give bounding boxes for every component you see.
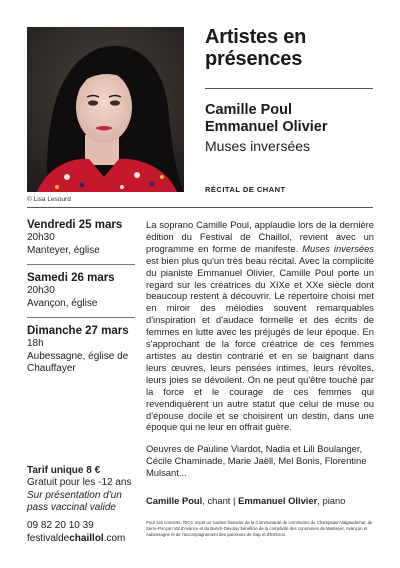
website-link[interactable] <box>27 532 125 545</box>
performers-credit <box>146 495 345 506</box>
date-divider <box>27 317 135 318</box>
title-line-1: Artistes en <box>205 26 307 48</box>
page-title <box>205 26 380 70</box>
event-description <box>146 219 374 433</box>
site-part: chaillol <box>69 533 104 544</box>
date-divider <box>27 264 135 265</box>
pass-note: Sur présentation d'un pass vaccinal valide <box>27 489 122 513</box>
description-emphasis: Muses inversées <box>302 242 374 254</box>
contact-info <box>27 519 125 545</box>
price-label: Tarif unique 8 € <box>27 465 101 476</box>
event-category: RÉCITAL DE CHANT <box>205 185 286 194</box>
date-entry-1 <box>27 218 135 257</box>
artist-name-2: Emmanuel Olivier <box>205 119 328 135</box>
date-time: 20h30 <box>27 285 55 296</box>
performer-name: Camille Poul <box>146 495 203 506</box>
site-part: .com <box>103 533 126 544</box>
title-line-2: présences <box>205 48 303 70</box>
date-time: 18h <box>27 338 44 349</box>
pricing-info <box>27 465 139 514</box>
date-place: Aubessagne, église de Chauffayer <box>27 350 129 374</box>
description-text: La soprano Camille Poul, applaudie lors de la dernière édition du Festival de Chaillol, revient avec un programme en forme de manifeste. <box>146 219 374 254</box>
date-place: Avançon, église <box>27 297 98 309</box>
date-entry-3 <box>27 324 135 376</box>
date-title: Samedi 26 mars <box>27 272 115 284</box>
photo-credit: © Lisa Lesourd <box>27 196 71 203</box>
date-entry-2 <box>27 271 135 310</box>
artist-name-1: Camille Poul <box>205 102 293 118</box>
works-list: Oeuvres de Pauline Viardot, Nadia et Lili Boulanger, Cécile Chaminade, Marie Jaëll, Mel Bonis, Florentine Mulsant... <box>146 443 367 478</box>
performer-role: , chant | <box>202 495 239 506</box>
performer-role: , piano <box>317 495 346 506</box>
performer-name: Emmanuel Olivier <box>238 495 318 506</box>
date-title: Dimanche 27 mars <box>27 325 129 337</box>
free-entry-note: Gratuit pour les -12 ans <box>27 477 132 489</box>
date-title: Vendredi 25 mars <box>27 219 123 231</box>
description-text: est bien plus qu'un très beau récital. Avec la complicité du pianiste Emmanuel Olivier, Camille Poul porte un regard sur les créatrices du XIXe et XXe siècle dont beaucoup restent à découvrir. Le répertoire choisi met en miroir des mélodies souvent remarquables d'inspiration et d'audace formelle et des écrits de femmes en lutte avec les préjugés de leur époque. En s'approchant de la force créatrice de ces femmes artistes au destin contrarié et en se baignant dans leurs œuvres, leurs pensées intimes, leurs révoltes, leurs joies se dévoilent. On ne peut qu'être touché par la force et le courage de ces femmes qui revendiquèrent un autre statut que celui de muse ou d'épouse docile et se choisirent un destin, dans une époque qui ne leur en offrait guère. <box>146 254 374 433</box>
artist-portrait-photo <box>27 27 184 192</box>
date-place: Manteyer, église <box>27 244 100 256</box>
sponsor-fineprint: Pour ces concerts, l'ECC reçoit un soutien financier de la Communauté de communes du Champsaur-Valgaudemar, de Serre-Ponçon Val d'Avance et du Buëch-Dévoluy bénéficie de la complicité des communes de Manteyer, Avançon et Aubessagne et de l'accompagnement des paroisses de Gap et d'Embrun. <box>146 520 373 537</box>
program-subtitle: Muses inversées <box>205 138 311 154</box>
site-part: festival <box>27 533 59 544</box>
section-divider <box>27 207 373 208</box>
phone-number[interactable]: 09 82 20 10 39 <box>27 520 94 531</box>
site-part: de <box>58 533 70 544</box>
date-time: 20h30 <box>27 232 55 243</box>
portrait-illustration <box>27 27 184 192</box>
title-divider <box>205 88 373 89</box>
